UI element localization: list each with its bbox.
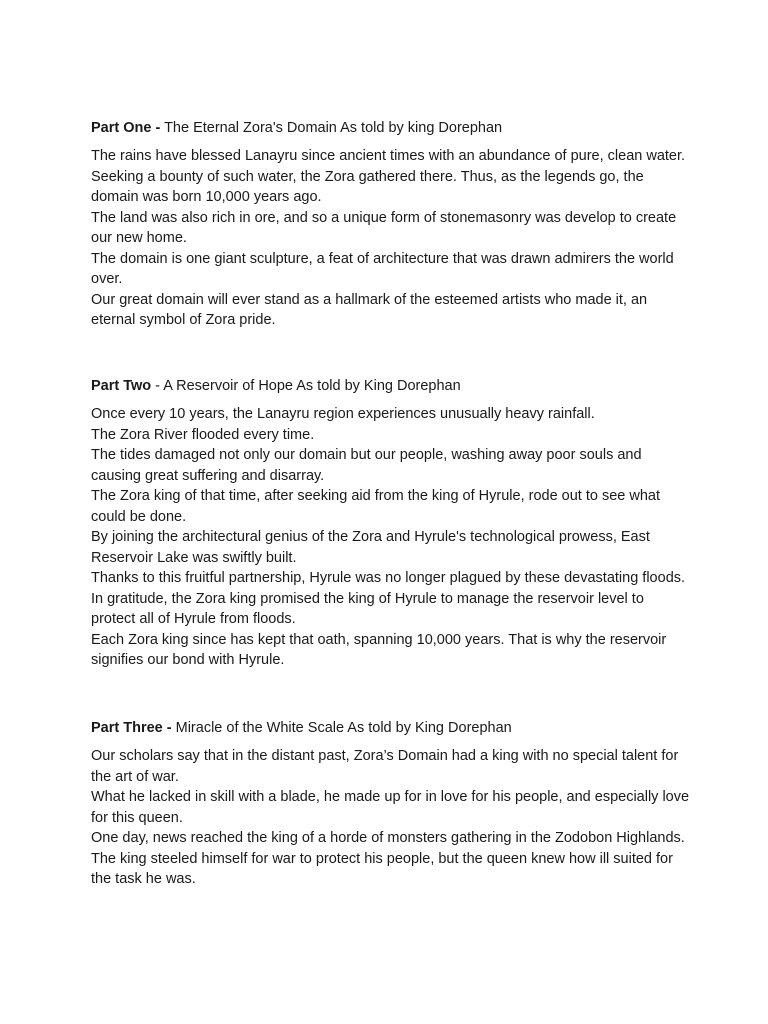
part-label: Part Two: [91, 378, 152, 394]
paragraph: The king steeled himself for war to protect his people, but the queen knew how ill suited for the task he was.: [91, 850, 673, 887]
paragraph: The Zora king of that time, after seeking aid from the king of Hyrule, rode out to see what could be done.: [91, 488, 661, 525]
section-body: [91, 746, 691, 890]
section-part-three: [91, 718, 691, 890]
paragraph: The rains have blessed Lanayru since ancient times with an abundance of pure, clean water.: [91, 148, 686, 164]
part-label: Part Three -: [91, 720, 172, 736]
paragraph: In gratitude, the Zora king promised the king of Hyrule to manage the reservoir level to protect all of Hyrule from floods.: [91, 590, 644, 627]
paragraph: The tides damaged not only our domain but our people, washing away poor souls and causing great suffering and disarray.: [91, 447, 642, 484]
section-heading: [91, 118, 691, 138]
paragraph: What he lacked in skill with a blade, he made up for in love for his people, and especially love for this queen.: [91, 789, 690, 826]
part-title: - A Reservoir of Hope As told by King Dorephan: [151, 378, 461, 394]
paragraph: Our great domain will ever stand as a hallmark of the esteemed artists who made it, an eternal symbol of Zora pride.: [91, 291, 648, 328]
part-title: Miracle of the White Scale As told by King Dorephan: [171, 720, 512, 736]
part-title: The Eternal Zora's Domain As told by king Dorephan: [160, 120, 503, 136]
paragraph: Seeking a bounty of such water, the Zora gathered there. Thus, as the legends go, the domain was born 10,000 years ago.: [91, 168, 644, 205]
paragraph: By joining the architectural genius of the Zora and Hyrule's technological prowess, East Reservoir Lake was swiftly built.: [91, 529, 650, 566]
paragraph: Once every 10 years, the Lanayru region experiences unusually heavy rainfall.: [91, 406, 595, 422]
section-heading: [91, 376, 691, 396]
section-part-two: [91, 376, 691, 671]
section-part-one: [91, 118, 691, 331]
paragraph: The land was also rich in ore, and so a unique form of stonemasonry was develop to create our new home.: [91, 209, 677, 246]
paragraph: Our scholars say that in the distant past, Zora’s Domain had a king with no special talent for the art of war.: [91, 748, 679, 785]
paragraph: One day, news reached the king of a horde of monsters gathering in the Zodobon Highlands.: [91, 830, 685, 846]
section-body: [91, 146, 691, 331]
section-heading: [91, 718, 691, 738]
paragraph: Thanks to this fruitful partnership, Hyrule was no longer plagued by these devastating floods.: [91, 570, 686, 586]
paragraph: The Zora River flooded every time.: [91, 426, 315, 443]
paragraph: The domain is one giant sculpture, a feat of architecture that was drawn admirers the world over.: [91, 250, 674, 287]
section-body: [91, 404, 691, 671]
part-label: Part One -: [91, 120, 161, 136]
paragraph: Each Zora king since has kept that oath, spanning 10,000 years. That is why the reservoir signifies our bond with Hyrule.: [91, 631, 667, 668]
